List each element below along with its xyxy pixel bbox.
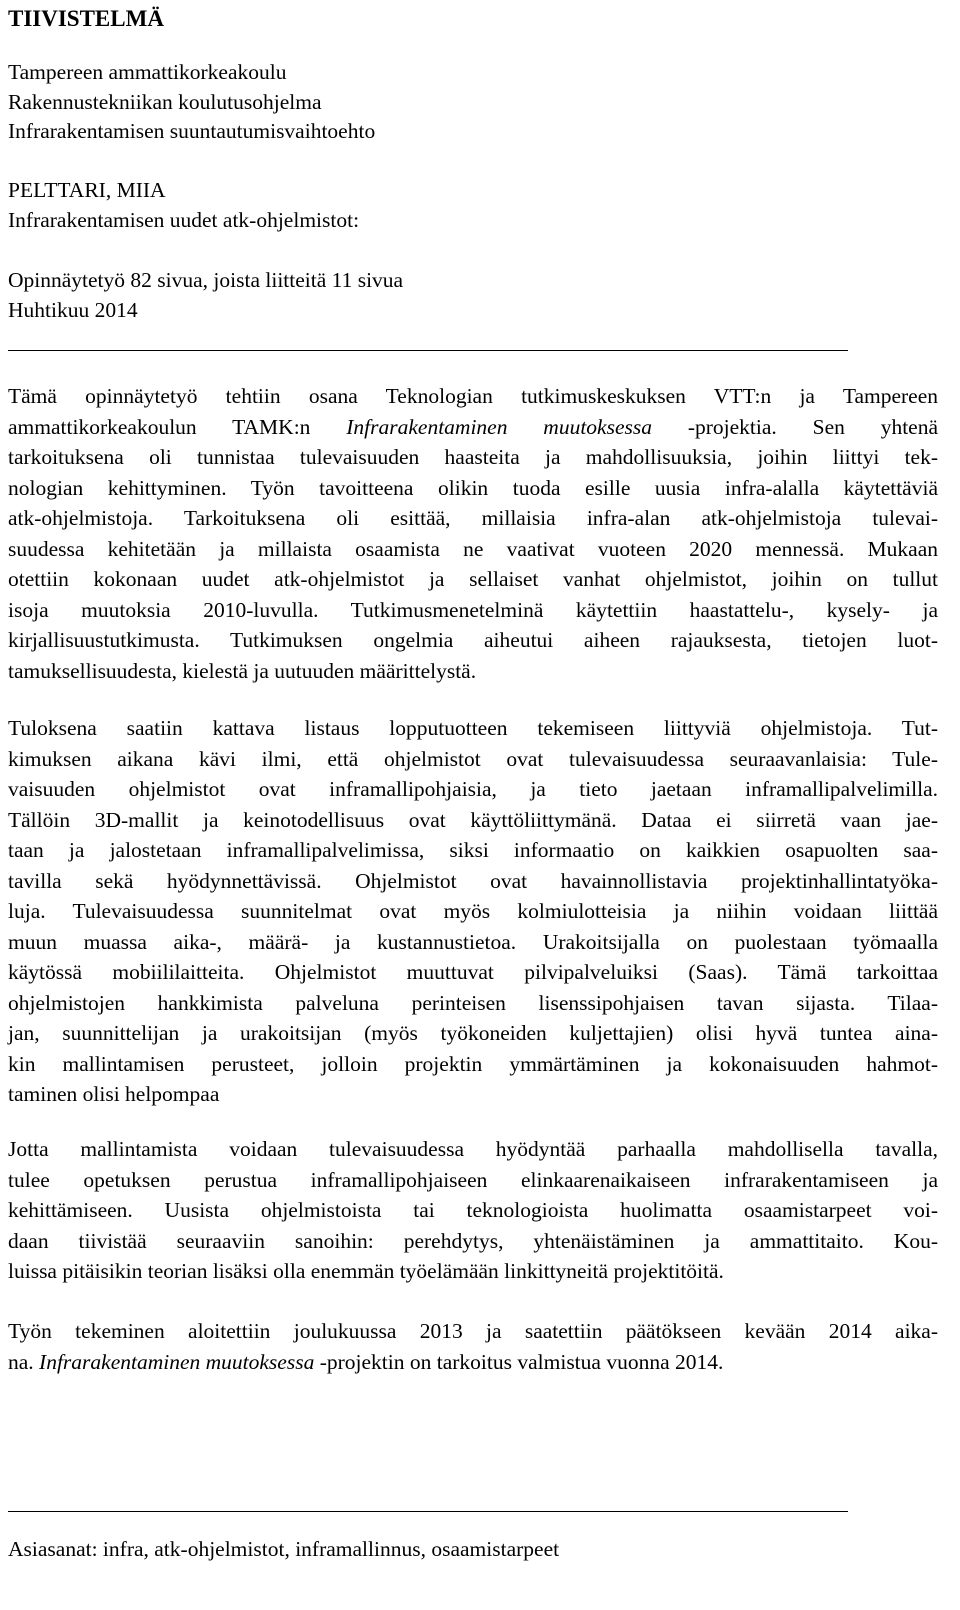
text-segment: otettiin kokonaan uudet atk-ohjelmistot ja sellaiset vanhat ohjelmistot, joihin on tullut bbox=[8, 567, 938, 591]
text-line bbox=[8, 774, 938, 805]
header-divider bbox=[8, 350, 848, 351]
text-segment: -projektin on tarkoitus valmistua vuonna 2014. bbox=[314, 1349, 724, 1374]
abstract-paragraph-4 bbox=[8, 1316, 938, 1377]
text-line bbox=[8, 1079, 938, 1110]
thesis-date: Huhtikuu 2014 bbox=[8, 297, 138, 322]
text-segment: tavilla sekä hyödynnettävissä. Ohjelmistot ovat havainnollistavia projektinhallintatyöka- bbox=[8, 868, 938, 893]
text-segment: tulee opetuksen perustua inframallipohjaiseen elinkaarenaikaiseen infrarakentamiseen ja bbox=[8, 1167, 938, 1192]
text-line bbox=[8, 1134, 938, 1165]
author-name: PELTTARI, MIIA bbox=[8, 178, 166, 202]
text-segment: jan, suunnittelijan ja urakoitsijan (myös työkoneiden kuljettajien) olisi hyvä tuntea aina- bbox=[8, 1021, 938, 1045]
abstract-paragraph-1 bbox=[8, 381, 938, 686]
specialisation-name: Infrarakentamisen suuntautumisvaihtoehto bbox=[8, 119, 376, 143]
text-line bbox=[8, 1165, 938, 1196]
text-segment: isoja muutoksia 2010-luvulla. Tutkimusmenetelminä käytettiin haastattelu-, kysely- ja bbox=[8, 597, 938, 622]
text-segment: taminen olisi helpompaa bbox=[8, 1082, 220, 1106]
keywords: Asiasanat: infra, atk-ohjelmistot, inframallinnus, osaamistarpeet bbox=[8, 1537, 560, 1561]
keywords-block bbox=[8, 1535, 938, 1565]
text-line bbox=[8, 412, 938, 443]
text-segment: Tuloksena saatiin kattava listaus lopputuotteen tekemiseen liittyviä ohjelmistoja. Tut- bbox=[8, 716, 938, 740]
text-line bbox=[8, 713, 938, 744]
text-segment: Jotta mallintamista voidaan tulevaisuudessa hyödyntää parhaalla mahdollisella tavalla, bbox=[8, 1137, 938, 1161]
text-line bbox=[8, 835, 938, 866]
text-segment: nologian kehittyminen. Työn tavoitteena olikin tuoda esille uusia infra-alalla käytettäviä bbox=[8, 475, 938, 500]
text-line bbox=[8, 1316, 938, 1347]
thesis-title: Infrarakentamisen uudet atk-ohjelmistot: bbox=[8, 207, 360, 232]
text-line bbox=[8, 866, 938, 897]
page-count: Opinnäytetyö 82 sivua, joista liitteitä 11 sivua bbox=[8, 268, 404, 292]
text-line bbox=[8, 957, 938, 988]
text-segment: daan tiivistää seuraaviin sanoihin: perehdytys, yhtenäistäminen ja ammattitaito. Kou- bbox=[8, 1228, 938, 1253]
text-line bbox=[8, 896, 938, 927]
text-line bbox=[8, 442, 938, 473]
page-title: TIIVISTELMÄ bbox=[8, 6, 164, 31]
text-segment: luissa pitäisikin teorian lisäksi olla enemmän työelämään linkittyneitä projektitöitä. bbox=[8, 1259, 724, 1283]
school-name: Tampereen ammattikorkeakoulu bbox=[8, 60, 287, 84]
text-line bbox=[8, 534, 938, 565]
abstract-paragraph-3 bbox=[8, 1134, 938, 1287]
thesis-info-block bbox=[8, 266, 938, 325]
project-name-italic: Infrarakentaminen muutoksessa bbox=[39, 1349, 315, 1374]
text-segment: kehittämiseen. Uusista ohjelmistoista tai teknologioista huolimatta osaamistarpeet voi- bbox=[8, 1198, 938, 1222]
text-segment: na. bbox=[8, 1349, 40, 1374]
text-line bbox=[8, 988, 938, 1019]
text-line bbox=[8, 1049, 938, 1080]
text-segment: taan ja jalostetaan inframallipalvelimissa, siksi informaatio on kaikkien osapuolten saa- bbox=[8, 838, 938, 862]
text-line bbox=[8, 1226, 938, 1257]
text-segment: Tämä opinnäytetyö tehtiin osana Teknologian tutkimuskeskuksen VTT:n ja Tampereen bbox=[8, 384, 938, 408]
text-line bbox=[8, 625, 938, 656]
text-line bbox=[8, 744, 938, 775]
text-line bbox=[8, 805, 938, 836]
programme-name: Rakennustekniikan koulutusohjelma bbox=[8, 89, 322, 114]
text-line bbox=[8, 473, 938, 504]
text-segment: Tällöin 3D-mallit ja keinotodellisuus ovat käyttöliittymänä. Dataa ei siirretä vaan jae- bbox=[8, 807, 938, 832]
text-line bbox=[8, 927, 938, 958]
text-segment: atk-ohjelmistoja. Tarkoituksena oli esittää, millaisia infra-alan atk-ohjelmistoja tulevai- bbox=[8, 506, 938, 530]
author-block bbox=[8, 176, 938, 235]
text-segment: ohjelmistojen hankkimista palveluna perinteisen lisenssipohjaisen tavan sijasta. Tilaa- bbox=[8, 990, 938, 1015]
text-segment: tamuksellisuudesta, kielestä ja uutuuden määrittelystä. bbox=[8, 658, 477, 683]
text-line bbox=[8, 381, 938, 412]
text-line bbox=[8, 1195, 938, 1226]
text-segment: tarkoituksena oli tunnistaa tulevaisuuden haasteita ja mahdollisuuksia, joihin liittyi tek- bbox=[8, 445, 938, 469]
text-line bbox=[8, 564, 938, 595]
text-line bbox=[8, 595, 938, 626]
text-segment: -projektia. Sen yhtenä bbox=[652, 414, 939, 439]
text-segment: käytössä mobiililaitteita. Ohjelmistot muuttuvat pilvipalveluiksi (Saas). Tämä tarkoittaa bbox=[8, 960, 938, 984]
text-segment: kirjallisuustutkimusta. Tutkimuksen ongelmia aiheutui aiheen rajauksesta, tietojen luot- bbox=[8, 628, 938, 652]
institution-block bbox=[8, 58, 938, 147]
text-segment: kimuksen aikana kävi ilmi, että ohjelmistot ovat tulevaisuudessa seuraavanlaisia: Tule- bbox=[8, 746, 938, 771]
text-segment: kin mallintamisen perusteet, jolloin projektin ymmärtäminen ja kokonaisuuden hahmot- bbox=[8, 1051, 938, 1076]
text-line bbox=[8, 503, 938, 534]
text-segment: Työn tekeminen aloitettiin joulukuussa 2013 ja saatettiin päätökseen kevään 2014 aika- bbox=[8, 1319, 938, 1343]
text-segment: muun muassa aika-, määrä- ja kustannustietoa. Urakoitsijalla on puolestaan työmaalla bbox=[8, 929, 938, 954]
text-segment: vaisuuden ohjelmistot ovat inframallipohjaisia, ja tieto jaetaan inframallipalvelimilla. bbox=[8, 777, 938, 801]
text-line bbox=[8, 1018, 938, 1049]
text-segment: luja. Tulevaisuudessa suunnitelmat ovat myös kolmiulotteisia ja niihin voidaan liittää bbox=[8, 899, 938, 923]
abstract-paragraph-2 bbox=[8, 713, 938, 1110]
project-name-italic: Infrarakentaminen muutoksessa bbox=[346, 414, 652, 439]
footer-divider bbox=[8, 1511, 848, 1512]
text-line bbox=[8, 1347, 938, 1378]
text-segment: suudessa kehitetään ja millaista osaamista ne vaativat vuoteen 2020 mennessä. Mukaan bbox=[8, 536, 938, 561]
text-line bbox=[8, 656, 938, 687]
text-line bbox=[8, 1256, 938, 1287]
text-segment: ammattikorkeakoulun TAMK:n bbox=[8, 414, 347, 439]
